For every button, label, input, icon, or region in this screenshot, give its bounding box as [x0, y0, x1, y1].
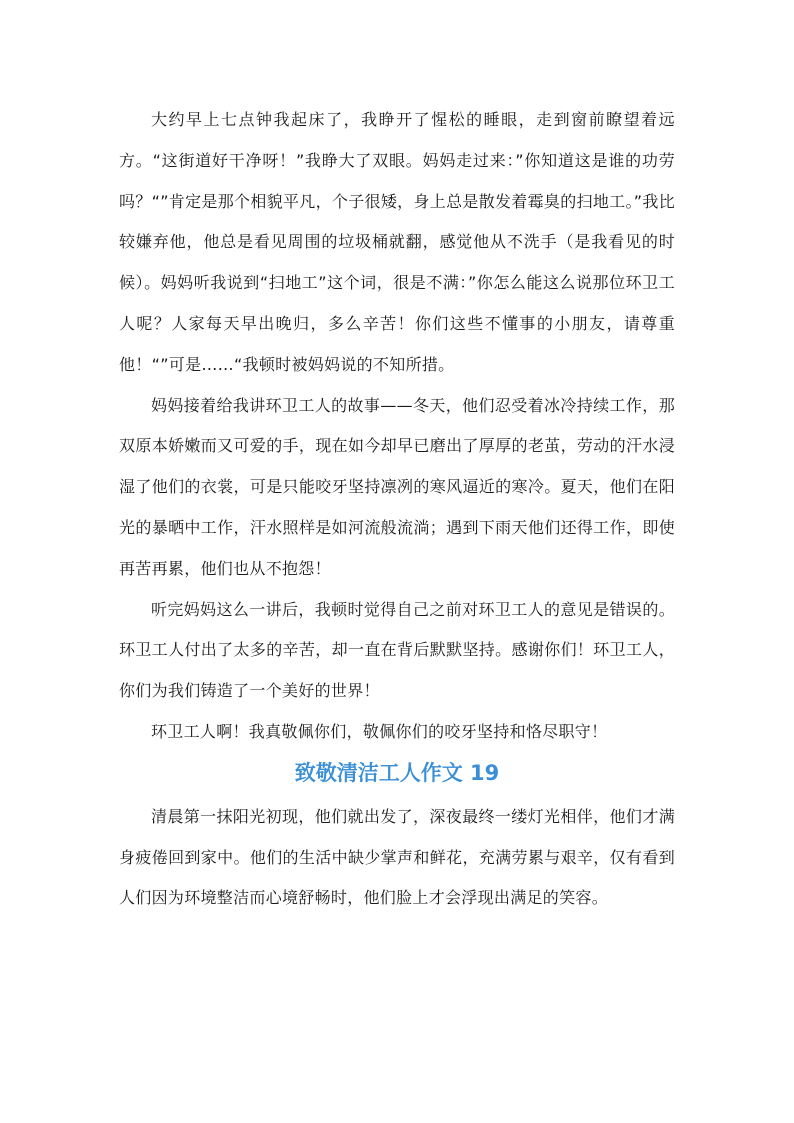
- paragraph-admiration: 环卫工人啊！我真敬佩你们，敬佩你们的咬牙坚持和恪尽职守！: [151, 721, 608, 741]
- paragraph-morning-light: 清晨第一抹阳光初现，他们就出发了，深夜最终一缕灯光相伴，他们才满身疲倦回到家中。他们的生活中缺少掌声和鲜花，充满劳累与艰辛，仅有看到人们因为环境整洁而心境舒畅时，他们脸上才会浮现出满足的笑容。: [119, 806, 675, 908]
- paragraph-realization: 听完妈妈这么一讲后，我顿时觉得自己之前对环卫工人的意见是错误的。环卫工人付出了太多的辛苦，却一直在背后默默坚持。感谢你们！环卫工人，你们为我们铸造了一个美好的世界！: [119, 599, 675, 701]
- paragraph-waking-up: 大约早上七点钟我起床了，我睁开了惺松的睡眼，走到窗前瞭望着远方。“这街道好干净呀！”我睁大了双眼。妈妈走过来：”你知道这是谁的功劳吗？“”肯定是那个相貌平凡，个子很矮，身上总是散发着霉臭的扫地工。”我比较嫌弃他，他总是看见周围的垃圾桶就翻，感觉他从不洗手（是我看见的时候）。妈妈听我说到“扫地工”这个词，很是不满：”你怎么能这么说那位环卫工人呢？人家每天早出晚归，多么辛苦！你们这些不懂事的小朋友，请尊重他！“”可是……“我顿时被妈妈说的不知所措。: [119, 110, 675, 374]
- paragraph-mother-story: 妈妈接着给我讲环卫工人的故事——冬天，他们忍受着冰冷持续工作，那双原本娇嫩而又可爱的手，现在如今却早已磨出了厚厚的老茧，劳动的汗水浸湿了他们的衣裳，可是只能咬牙坚持凛冽的寒风逼近的寒冷。夏天，他们在阳光的暴晒中工作，汗水照样是如河流般流淌；遇到下雨天他们还得工作，即使再苦再累，他们也从不抱怨！: [119, 395, 675, 578]
- document-page: [119, 100, 675, 919]
- essay-heading: 致敬清洁工人作文 19: [294, 760, 500, 785]
